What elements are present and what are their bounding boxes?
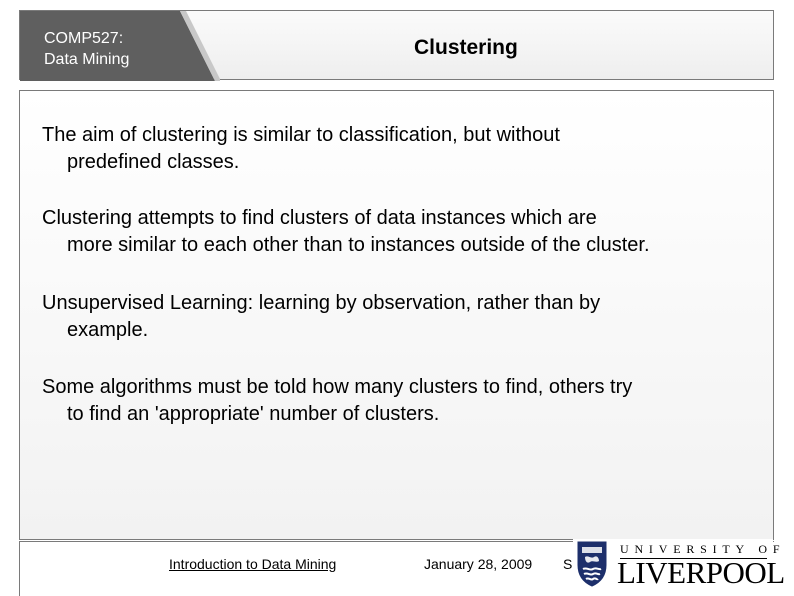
bullet-paragraph <box>42 205 772 259</box>
paragraph-line: Unsupervised Learning: learning by observation, rather than by <box>42 292 601 314</box>
footer-course-link[interactable]: Introduction to Data Mining <box>169 556 337 572</box>
course-code: COMP527: <box>44 30 124 47</box>
bullet-paragraph <box>42 290 772 344</box>
bullet-paragraph <box>42 122 772 176</box>
paragraph-line: to find an 'appropriate' number of clusters. <box>67 403 440 425</box>
university-logo <box>573 539 786 591</box>
paragraph-line: more similar to each other than to instances outside of the cluster. <box>67 234 650 256</box>
slide-header <box>19 10 774 80</box>
paragraph-line: example. <box>67 319 149 341</box>
university-crest-icon <box>577 541 607 587</box>
footer-left-border <box>19 541 20 596</box>
footer-slide-number: S <box>563 556 573 572</box>
footer-date: January 28, 2009 <box>424 556 533 572</box>
slide-title: Clustering <box>414 36 518 59</box>
logo-name-text: LIVERPOOL <box>617 555 785 590</box>
course-label <box>44 28 129 70</box>
paragraph-line: The aim of clustering is similar to classification, but without <box>42 124 560 146</box>
paragraph-line: Clustering attempts to find clusters of data instances which are <box>42 207 597 229</box>
paragraph-line: predefined classes. <box>67 151 240 173</box>
slide-content <box>19 90 774 540</box>
logo-university-text: UNIVERSITY OF <box>620 542 786 556</box>
bullet-paragraph <box>42 374 772 428</box>
paragraph-line: Some algorithms must be told how many clusters to find, others try <box>42 376 633 398</box>
course-name: Data Mining <box>44 51 130 68</box>
